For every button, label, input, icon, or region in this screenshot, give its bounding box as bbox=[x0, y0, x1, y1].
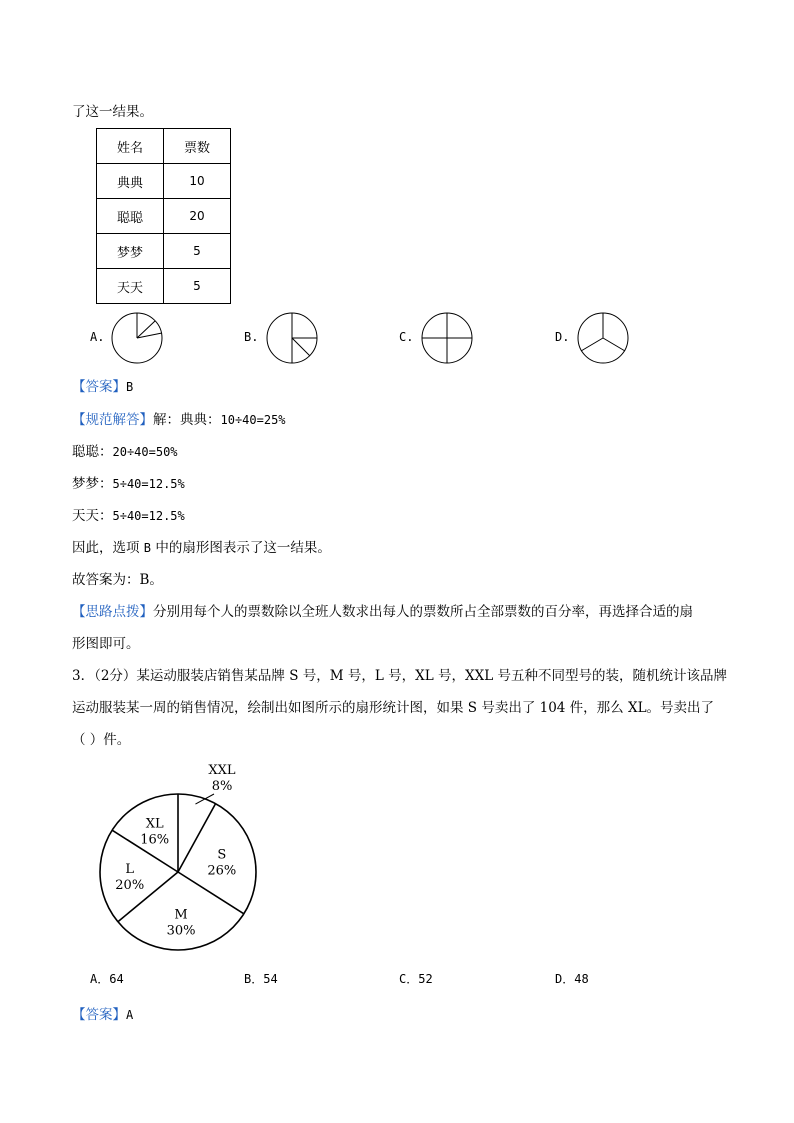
pie-category-label: L bbox=[125, 862, 135, 878]
votes-table bbox=[96, 128, 231, 304]
size-pie-chart bbox=[90, 760, 280, 960]
q3-option-d: D．48 bbox=[555, 972, 589, 986]
question-3-line-1: 3．（2分）某运动服装店销售某品牌 S 号，M 号，L 号，XL 号，XXL 号五种不同型号的装，随机统计该品牌 bbox=[72, 668, 727, 684]
cell-name: 聪聪 bbox=[97, 199, 164, 234]
solution-line-2 bbox=[72, 440, 178, 460]
q3-option-b: B．54 bbox=[244, 972, 278, 986]
hint-text-1: 分别用每个人的票数除以全班人数求出每人的票数所占全部票数的百分率，再选择合适的扇 bbox=[153, 604, 693, 620]
solution-line-4 bbox=[72, 504, 185, 524]
answer-value: B bbox=[126, 380, 134, 394]
cell-votes: 10 bbox=[164, 164, 231, 199]
table-row bbox=[97, 234, 231, 269]
option-d-label: D. bbox=[555, 330, 570, 344]
pie-slice-edge bbox=[178, 804, 216, 872]
cell-votes: 5 bbox=[164, 234, 231, 269]
option-a-label: A. bbox=[90, 330, 105, 344]
table-header-row bbox=[97, 129, 231, 164]
solution-line-1 bbox=[72, 408, 286, 428]
solution-line-6: 故答案为：B。 bbox=[72, 572, 163, 588]
solution-calc-4: 5÷40=12.5% bbox=[112, 509, 185, 523]
option-d-pie bbox=[576, 311, 630, 365]
solution-tag: 【规范解答】 bbox=[72, 412, 153, 428]
pie-category-label: XXL bbox=[208, 763, 236, 778]
solution-name-4: 天天： bbox=[72, 508, 113, 524]
q3-option-a: A．64 bbox=[90, 972, 124, 986]
table-row bbox=[97, 269, 231, 304]
solution-5b: B bbox=[143, 541, 152, 555]
pie-category-label: XL bbox=[145, 816, 164, 832]
table-row bbox=[97, 199, 231, 234]
solution-line-5 bbox=[72, 536, 331, 556]
pie-percent-label: 26% bbox=[207, 863, 237, 879]
table-row bbox=[97, 164, 231, 199]
option-a-pie bbox=[110, 311, 164, 365]
option-b-label: B. bbox=[244, 330, 259, 344]
header-name: 姓名 bbox=[97, 129, 164, 164]
question-3-line-3: （ ）件。 bbox=[72, 732, 131, 748]
cell-votes: 5 bbox=[164, 269, 231, 304]
answer-tag: 【答案】 bbox=[72, 379, 126, 395]
option-c-label: C. bbox=[399, 330, 414, 344]
answer-2-value: A bbox=[126, 1008, 134, 1022]
solution-line-3 bbox=[72, 472, 185, 492]
pie-leader-line bbox=[195, 794, 214, 804]
hint-line-1 bbox=[72, 600, 693, 620]
solution-calc-3: 5÷40=12.5% bbox=[112, 477, 185, 491]
answer-2-tag: 【答案】 bbox=[72, 1007, 126, 1023]
solution-calc-1: 10÷40=25% bbox=[220, 413, 286, 427]
option-c-pie bbox=[420, 311, 474, 365]
answer-2 bbox=[72, 1003, 133, 1023]
solution-name-2: 聪聪： bbox=[72, 444, 113, 460]
pie-percent-label: 30% bbox=[166, 923, 196, 939]
pie-percent-label: 16% bbox=[140, 832, 170, 848]
cell-name: 天天 bbox=[97, 269, 164, 304]
option-b-pie bbox=[265, 311, 319, 365]
cell-votes: 20 bbox=[164, 199, 231, 234]
solution-5a: 因此，选项 bbox=[72, 540, 140, 556]
cell-name: 典典 bbox=[97, 164, 164, 199]
solution-calc-2: 20÷40=50% bbox=[112, 445, 178, 459]
answer-1 bbox=[72, 375, 133, 395]
solution-5c: 中的扇形图表示了这一结果。 bbox=[155, 540, 331, 556]
intro-text: 了这一结果。 bbox=[72, 104, 153, 120]
pie-category-label: M bbox=[174, 907, 188, 923]
cell-name: 梦梦 bbox=[97, 234, 164, 269]
q3-option-c: C．52 bbox=[399, 972, 433, 986]
pie-percent-label: 20% bbox=[115, 878, 145, 894]
pie-percent-label: 8% bbox=[211, 779, 233, 794]
solution-lead: 解：典典： bbox=[153, 412, 221, 428]
hint-line-2: 形图即可。 bbox=[72, 636, 140, 652]
pie-category-label: S bbox=[217, 847, 227, 863]
solution-name-3: 梦梦： bbox=[72, 476, 113, 492]
header-votes: 票数 bbox=[164, 129, 231, 164]
question-3-line-2: 运动服装某一周的销售情况，绘制出如图所示的扇形统计图，如果 S 号卖出了 104 件，那么 XL。号卖出了 bbox=[72, 700, 715, 716]
hint-tag: 【思路点拨】 bbox=[72, 604, 153, 620]
